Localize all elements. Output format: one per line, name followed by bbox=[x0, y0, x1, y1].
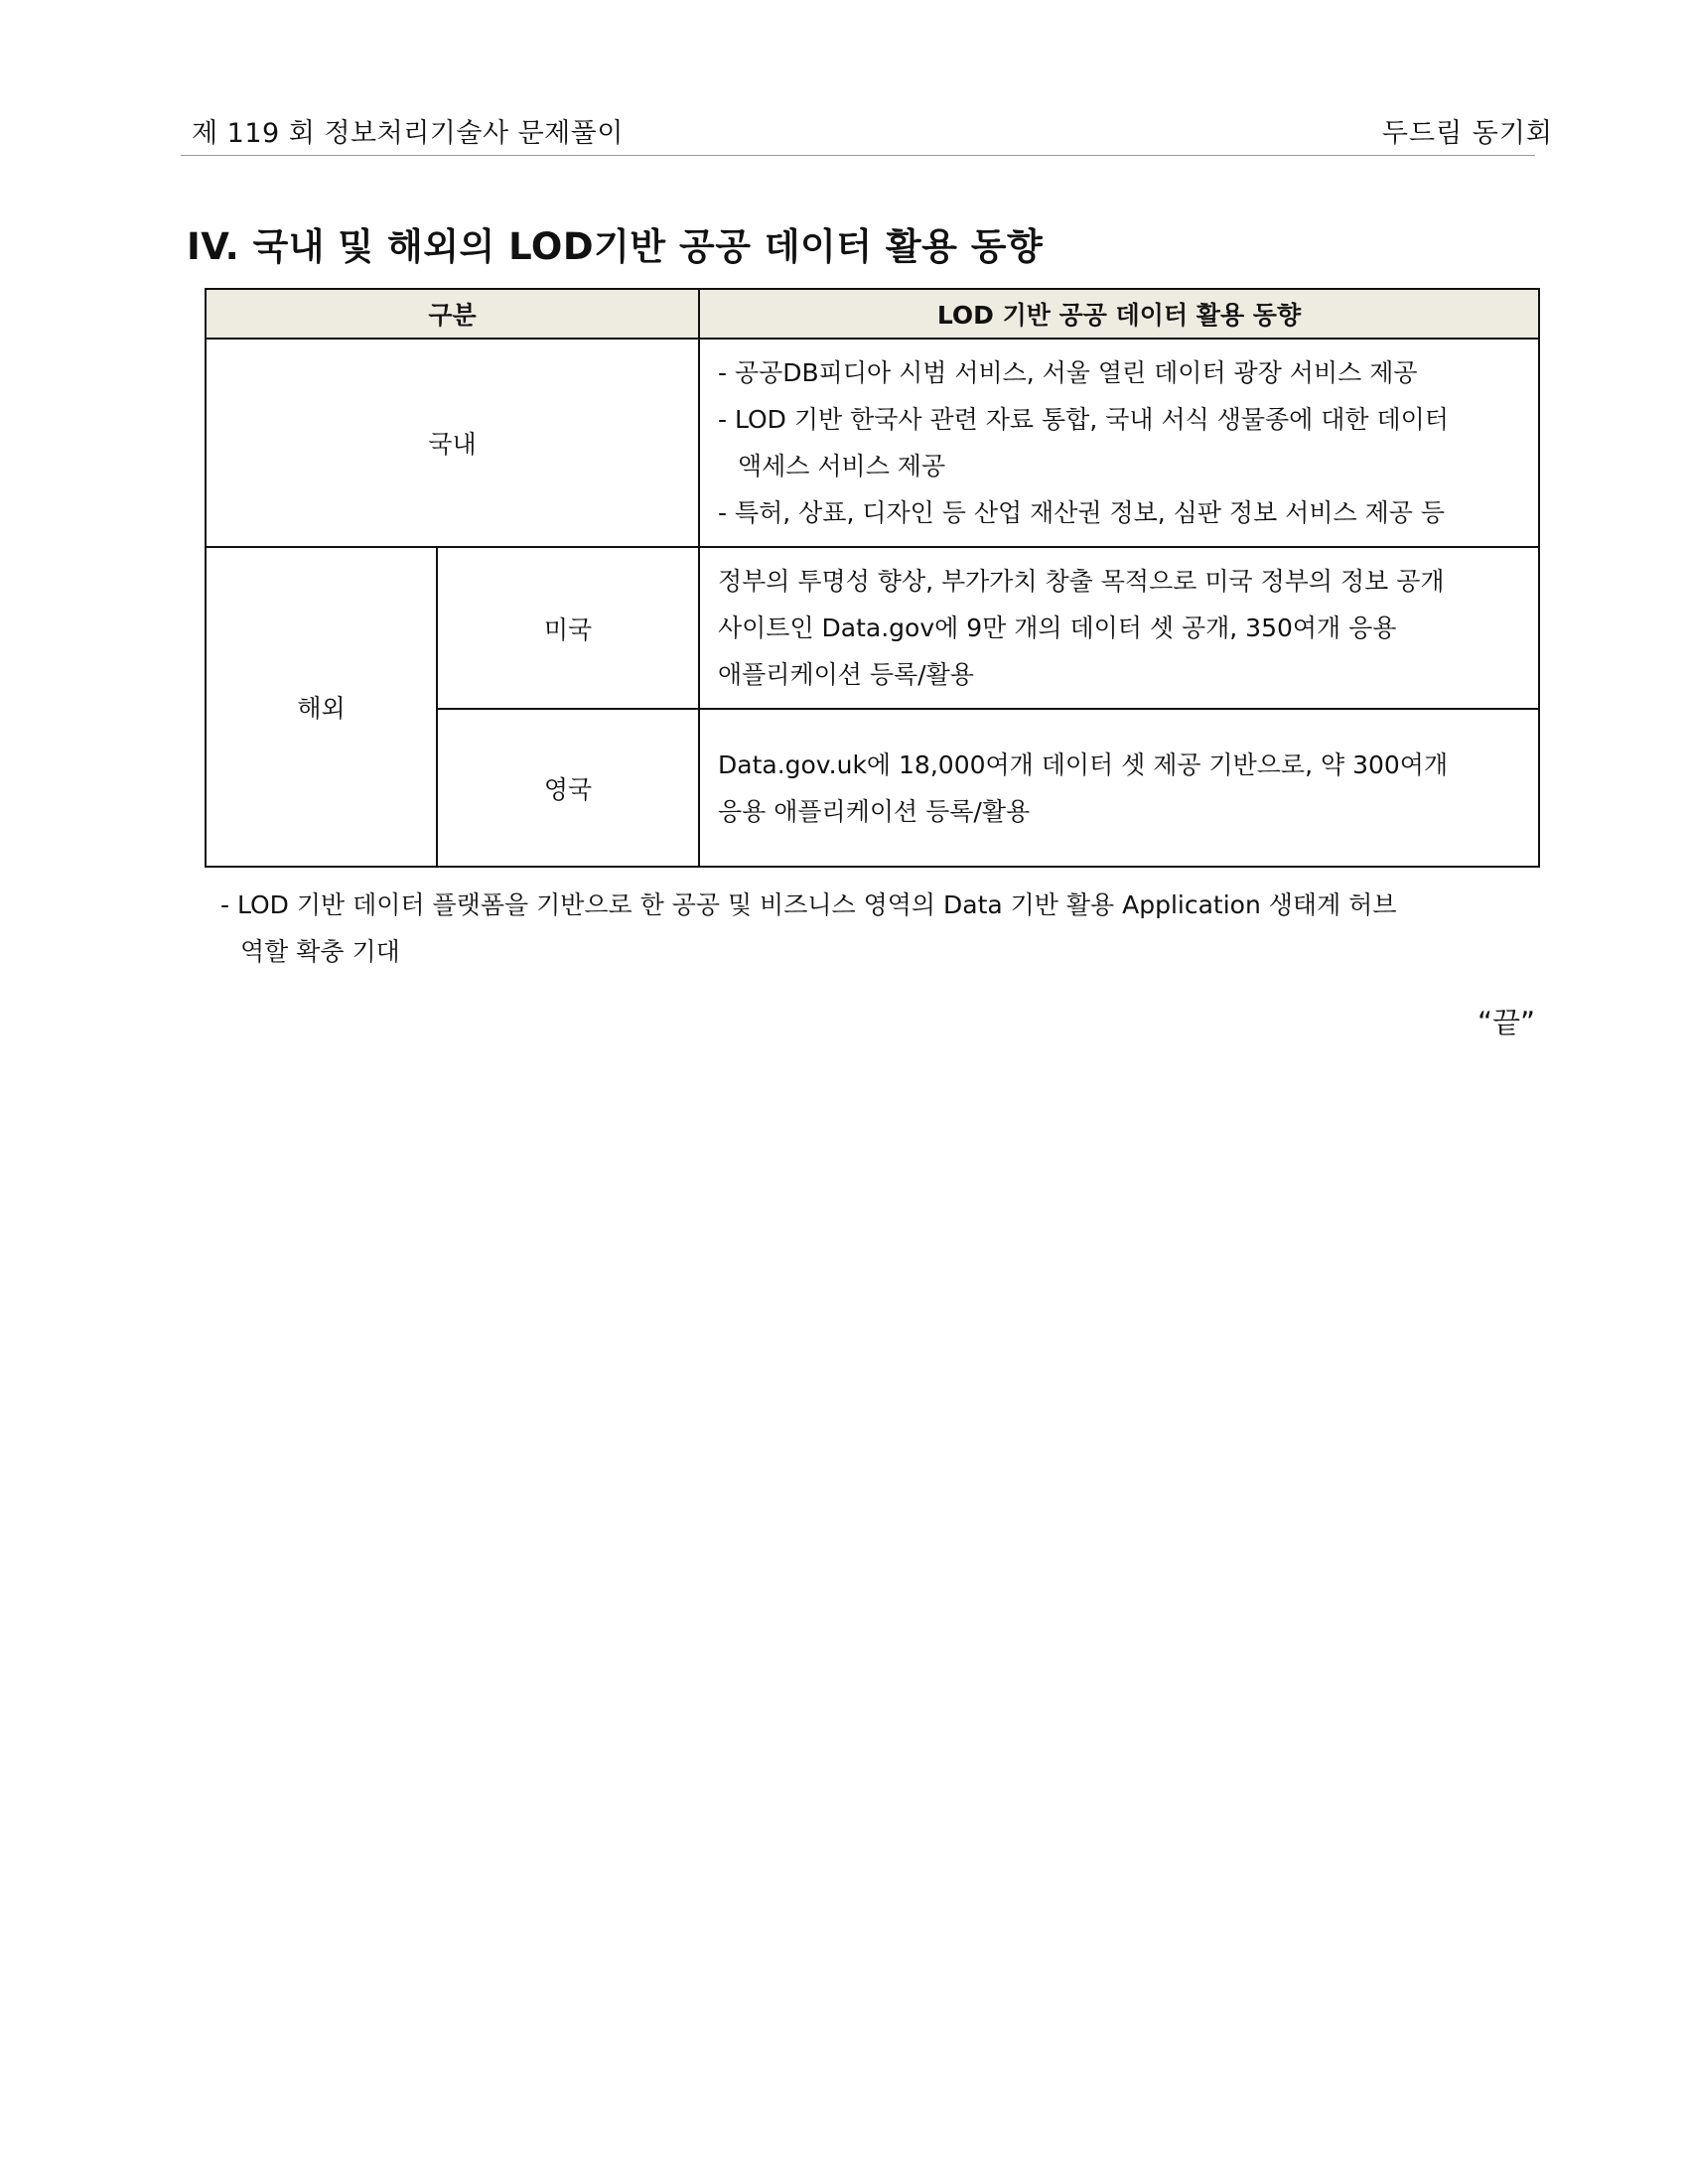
uk-label: 영국 bbox=[437, 709, 699, 867]
overseas-label: 해외 bbox=[206, 547, 437, 867]
table-row-usa bbox=[206, 547, 1539, 709]
section-title: IV. 국내 및 해외의 LOD기반 공공 데이터 활용 동향 bbox=[187, 225, 1044, 268]
domestic-line: 액세스 서비스 제공 bbox=[738, 452, 946, 480]
usa-label: 미국 bbox=[437, 547, 699, 709]
table-header-row bbox=[206, 289, 1539, 339]
uk-content bbox=[699, 709, 1539, 867]
header-category: 구분 bbox=[206, 289, 699, 339]
usa-content bbox=[699, 547, 1539, 709]
usa-line: 사이트인 Data.gov에 9만 개의 데이터 셋 공개, 350여개 응용 bbox=[718, 614, 1397, 642]
usa-line: 애플리케이션 등록/활용 bbox=[718, 660, 974, 689]
uk-line: 응용 애플리케이션 등록/활용 bbox=[718, 796, 1031, 826]
table-row-domestic bbox=[206, 339, 1539, 547]
lod-trend-table bbox=[205, 288, 1540, 868]
domestic-line: - 특허, 상표, 디자인 등 산업 재산권 정보, 심판 정보 서비스 제공 등 bbox=[718, 498, 1445, 527]
header-document-title: 제 119 회 정보처리기술사 문제풀이 bbox=[192, 118, 624, 149]
header-divider bbox=[181, 155, 1535, 156]
domestic-label: 국내 bbox=[206, 339, 699, 547]
domestic-content bbox=[699, 339, 1539, 547]
summary-note bbox=[220, 882, 1396, 975]
end-mark: “끝” bbox=[1477, 1006, 1535, 1039]
uk-line: Data.gov.uk에 18,000여개 데이터 셋 제공 기반으로, 약 300여개 bbox=[718, 750, 1449, 779]
domestic-line: - 공공DB피디아 시범 서비스, 서울 열린 데이터 광장 서비스 제공 bbox=[718, 358, 1418, 387]
header-trend: LOD 기반 공공 데이터 활용 동향 bbox=[699, 289, 1539, 339]
usa-line: 정부의 투명성 향상, 부가가치 창출 목적으로 미국 정부의 정보 공개 bbox=[718, 567, 1445, 596]
domestic-line: - LOD 기반 한국사 관련 자료 통합, 국내 서식 생물종에 대한 데이터 bbox=[718, 405, 1449, 434]
note-line: - LOD 기반 데이터 플랫폼을 기반으로 한 공공 및 비즈니스 영역의 Data 기반 활용 Application 생태계 허브 bbox=[220, 890, 1397, 919]
note-line: 역할 확충 기대 bbox=[240, 937, 400, 966]
header-group-name: 두드림 동기회 bbox=[1381, 118, 1553, 149]
